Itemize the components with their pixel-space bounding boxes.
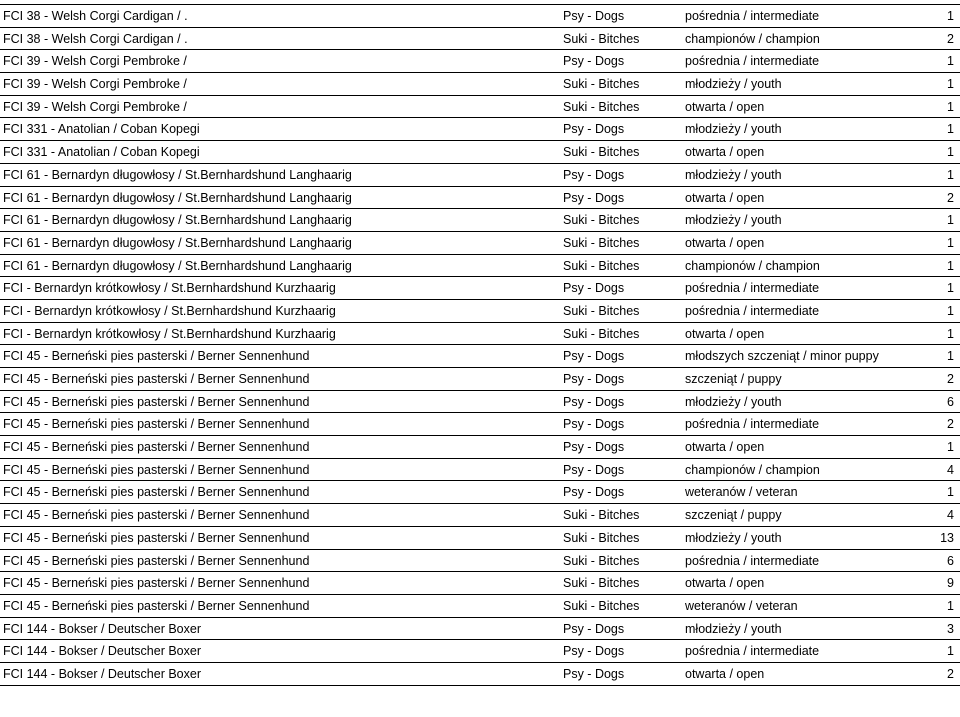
class-cell: szczeniąt / puppy: [685, 372, 782, 386]
count-cell: 4: [947, 508, 954, 523]
count-cell: 1: [947, 644, 954, 659]
sex-cell: Psy - Dogs: [563, 167, 625, 182]
class-cell: młodzieży / youth: [685, 213, 782, 228]
class-cell: otwarta / open: [685, 326, 765, 341]
table-row: [0, 481, 960, 504]
class-cell: pośrednia / intermediate: [685, 417, 820, 432]
breed-cell: FCI 45 - Berneński pies pasterski / Berner Sennenhund: [3, 349, 310, 364]
class-cell: otwarta / open: [685, 440, 765, 455]
sex-cell: Suki - Bitches: [563, 213, 640, 228]
table-row: [0, 550, 960, 573]
count-cell: 2: [947, 417, 954, 432]
sex-cell: Suki - Bitches: [563, 508, 640, 523]
table-row: [0, 504, 960, 527]
count-cell: 1: [947, 258, 954, 273]
breed-cell: FCI 45 - Berneński pies pasterski / Berner Sennenhund: [3, 576, 310, 591]
class-cell: młodzieży / youth: [685, 394, 782, 409]
table-row: [0, 663, 960, 686]
count-cell: 4: [947, 462, 954, 477]
class-cell: otwarta / open: [685, 235, 765, 250]
sex-cell: Psy - Dogs: [563, 485, 625, 500]
table-row: [0, 391, 960, 414]
sex-cell: Psy - Dogs: [563, 462, 625, 477]
sex-cell: Suki - Bitches: [563, 598, 640, 613]
sex-cell: Psy - Dogs: [563, 281, 625, 296]
table-row: [0, 323, 960, 346]
breed-cell: FCI 45 - Berneński pies pasterski / Berner Sennenhund: [3, 553, 310, 568]
class-cell: weteranów / veteran: [685, 598, 798, 613]
breed-cell: FCI 45 - Berneński pies pasterski / Berner Sennenhund: [3, 508, 310, 523]
table-row: [0, 345, 960, 368]
count-cell: 1: [947, 145, 954, 160]
table-row: [0, 527, 960, 550]
sex-cell: Suki - Bitches: [563, 326, 640, 341]
table-row: [0, 572, 960, 595]
breed-cell: FCI 61 - Bernardyn długowłosy / St.Bernhardshund Langhaarig: [3, 235, 352, 250]
sex-cell: Suki - Bitches: [563, 235, 640, 250]
count-cell: 1: [947, 122, 954, 137]
table-row: [0, 73, 960, 96]
breed-cell: FCI 45 - Berneński pies pasterski / Berner Sennenhund: [3, 440, 310, 455]
class-cell: otwarta / open: [685, 145, 765, 160]
breed-cell: FCI 45 - Berneński pies pasterski / Berner Sennenhund: [3, 394, 310, 409]
breed-cell: FCI 61 - Bernardyn długowłosy / St.Bernhardshund Langhaarig: [3, 167, 352, 182]
table-row: [0, 50, 960, 73]
class-cell: otwarta / open: [685, 99, 765, 114]
table-row: [0, 595, 960, 618]
table-row: [0, 459, 960, 482]
sex-cell: Psy - Dogs: [563, 54, 625, 69]
class-cell: championów / champion: [685, 258, 820, 273]
breed-cell: FCI 39 - Welsh Corgi Pembroke /: [3, 54, 187, 69]
count-cell: 1: [947, 213, 954, 228]
table-row: [0, 96, 960, 119]
table-row: [0, 28, 960, 51]
breed-cell: FCI 61 - Bernardyn długowłosy / St.Bernhardshund Langhaarig: [3, 213, 352, 228]
count-cell: 1: [947, 167, 954, 182]
breed-cell: FCI 45 - Berneński pies pasterski / Berner Sennenhund: [3, 530, 310, 545]
sex-cell: Psy - Dogs: [563, 644, 625, 659]
sex-cell: Psy - Dogs: [563, 417, 625, 432]
count-cell: 6: [947, 553, 954, 568]
breed-cell: FCI 61 - Bernardyn długowłosy / St.Bernhardshund Langhaarig: [3, 190, 352, 205]
class-cell: otwarta / open: [685, 666, 765, 681]
breed-cell: FCI 45 - Berneński pies pasterski / Berner Sennenhund: [3, 372, 310, 386]
breed-cell: FCI 38 - Welsh Corgi Cardigan / .: [3, 31, 188, 46]
table-row: [0, 277, 960, 300]
count-cell: 13: [940, 530, 954, 545]
breed-cell: FCI 45 - Berneński pies pasterski / Berner Sennenhund: [3, 485, 310, 500]
count-cell: 1: [947, 54, 954, 69]
breed-cell: FCI 39 - Welsh Corgi Pembroke /: [3, 77, 187, 92]
sex-cell: Psy - Dogs: [563, 9, 625, 23]
breed-cell: FCI 331 - Anatolian / Coban Kopegi: [3, 122, 200, 137]
breed-cell: FCI 144 - Bokser / Deutscher Boxer: [3, 666, 201, 681]
breed-cell: FCI 144 - Bokser / Deutscher Boxer: [3, 644, 201, 659]
count-cell: 2: [947, 372, 954, 386]
class-cell: pośrednia / intermediate: [685, 54, 820, 69]
class-cell: młodzieży / youth: [685, 77, 782, 92]
table-row: [0, 436, 960, 459]
breed-cell: FCI 39 - Welsh Corgi Pembroke /: [3, 99, 187, 114]
table-row: [0, 118, 960, 141]
sex-cell: Suki - Bitches: [563, 145, 640, 160]
sex-cell: Psy - Dogs: [563, 666, 625, 681]
sex-cell: Suki - Bitches: [563, 303, 640, 318]
breed-cell: FCI - Bernardyn krótkowłosy / St.Bernhardshund Kurzhaarig: [3, 281, 336, 296]
table-row: [0, 255, 960, 278]
class-cell: pośrednia / intermediate: [685, 9, 820, 23]
class-cell: młodszych szczeniąt / minor puppy: [685, 349, 879, 364]
count-cell: 1: [947, 440, 954, 455]
class-cell: pośrednia / intermediate: [685, 303, 820, 318]
table-row: [0, 618, 960, 641]
sex-cell: Suki - Bitches: [563, 99, 640, 114]
class-cell: pośrednia / intermediate: [685, 644, 820, 659]
table-row: [0, 5, 960, 28]
table-row: [0, 187, 960, 210]
count-cell: 1: [947, 326, 954, 341]
breed-cell: FCI 61 - Bernardyn długowłosy / St.Bernhardshund Langhaarig: [3, 258, 352, 273]
count-cell: 2: [947, 190, 954, 205]
breed-cell: FCI - Bernardyn krótkowłosy / St.Bernhardshund Kurzhaarig: [3, 303, 336, 318]
class-cell: pośrednia / intermediate: [685, 553, 820, 568]
breed-cell: FCI 45 - Berneński pies pasterski / Berner Sennenhund: [3, 417, 310, 432]
sex-cell: Suki - Bitches: [563, 576, 640, 591]
count-cell: 1: [947, 9, 954, 23]
sex-cell: Psy - Dogs: [563, 440, 625, 455]
sex-cell: Suki - Bitches: [563, 530, 640, 545]
count-cell: 2: [947, 666, 954, 681]
count-cell: 3: [947, 621, 954, 636]
sex-cell: Suki - Bitches: [563, 258, 640, 273]
sex-cell: Psy - Dogs: [563, 122, 625, 137]
class-cell: młodzieży / youth: [685, 167, 782, 182]
table-row: [0, 640, 960, 663]
table-row: [0, 141, 960, 164]
count-cell: 9: [947, 576, 954, 591]
breed-cell: FCI 45 - Berneński pies pasterski / Berner Sennenhund: [3, 462, 310, 477]
class-cell: młodzieży / youth: [685, 530, 782, 545]
count-cell: 1: [947, 485, 954, 500]
breed-cell: FCI 38 - Welsh Corgi Cardigan / .: [3, 9, 188, 23]
sex-cell: Psy - Dogs: [563, 621, 625, 636]
table-row: [0, 164, 960, 187]
count-cell: 1: [947, 235, 954, 250]
count-cell: 2: [947, 31, 954, 46]
class-cell: młodzieży / youth: [685, 122, 782, 137]
entries-table: [0, 4, 960, 686]
table-row: [0, 413, 960, 436]
count-cell: 6: [947, 394, 954, 409]
sex-cell: Psy - Dogs: [563, 349, 625, 364]
sex-cell: Psy - Dogs: [563, 372, 625, 386]
sex-cell: Suki - Bitches: [563, 31, 640, 46]
sex-cell: Suki - Bitches: [563, 553, 640, 568]
breed-cell: FCI - Bernardyn krótkowłosy / St.Bernhardshund Kurzhaarig: [3, 326, 336, 341]
class-cell: weteranów / veteran: [685, 485, 798, 500]
count-cell: 1: [947, 303, 954, 318]
table-row: [0, 232, 960, 255]
class-cell: szczeniąt / puppy: [685, 508, 782, 523]
table-row: [0, 368, 960, 391]
count-cell: 1: [947, 77, 954, 92]
breed-cell: FCI 331 - Anatolian / Coban Kopegi: [3, 145, 200, 160]
breed-cell: FCI 45 - Berneński pies pasterski / Berner Sennenhund: [3, 598, 310, 613]
table-row: [0, 209, 960, 232]
sex-cell: Suki - Bitches: [563, 77, 640, 92]
class-cell: otwarta / open: [685, 190, 765, 205]
sex-cell: Psy - Dogs: [563, 394, 625, 409]
count-cell: 1: [947, 281, 954, 296]
breed-cell: FCI 144 - Bokser / Deutscher Boxer: [3, 621, 201, 636]
class-cell: championów / champion: [685, 462, 820, 477]
class-cell: młodzieży / youth: [685, 621, 782, 636]
count-cell: 1: [947, 349, 954, 364]
class-cell: championów / champion: [685, 31, 820, 46]
count-cell: 1: [947, 99, 954, 114]
count-cell: 1: [947, 598, 954, 613]
class-cell: pośrednia / intermediate: [685, 281, 820, 296]
sex-cell: Psy - Dogs: [563, 190, 625, 205]
class-cell: otwarta / open: [685, 576, 765, 591]
table-row: [0, 300, 960, 323]
